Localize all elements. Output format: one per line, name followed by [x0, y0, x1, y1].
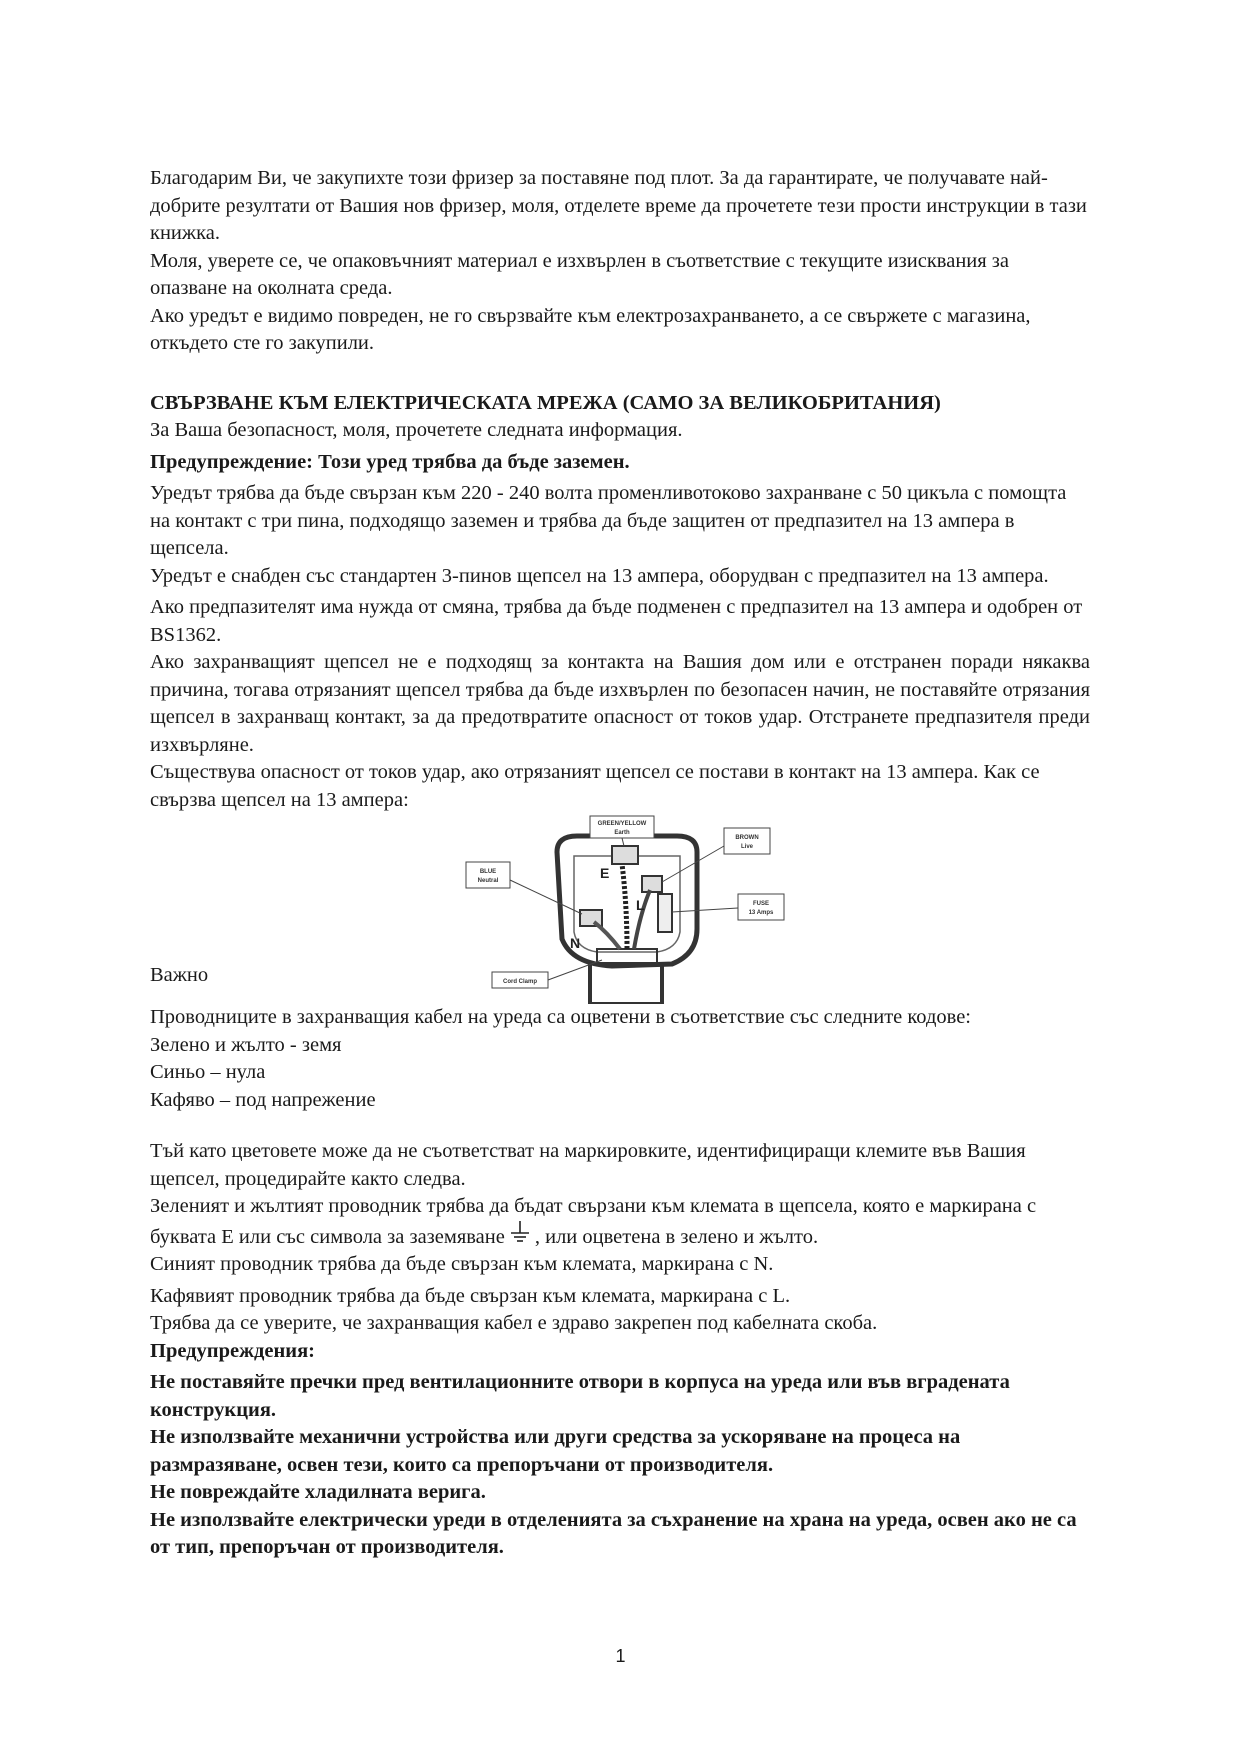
earth-label: GREEN/YELLOW: [597, 821, 647, 827]
cord: [590, 964, 662, 1004]
live-sub-label: Live: [740, 844, 754, 850]
letter-e: E: [600, 865, 610, 881]
fuse-sub-label: 13 Amps: [748, 910, 774, 916]
earth-symbol-icon: [509, 1221, 531, 1245]
warning-circuit: Не повреждайте хладилната верига.: [150, 1481, 486, 1503]
warning-ventilation: Не поставяйте пречки пред вентилационните отвори в корпуса на уреда или във вградената конструкция.: [150, 1371, 1010, 1421]
code-neutral: Синьо – нула: [150, 1061, 266, 1083]
live-pin: [642, 876, 662, 892]
fuse-leader: [672, 908, 738, 912]
intro-paragraph-2: Моля, уверете се, че опаковъчният материал е изхвърлен в съответствие с текущите изисквания за опазване на околната среда.: [150, 249, 1010, 299]
earth-sub-label: Earth: [614, 830, 630, 836]
connection-paragraph-1: Уредът трябва да бъде свързан към 220 - 240 волта променливотоково захранване с 50 цикъла с помощта на контакт с три пина, подходящо заземен и трябва да бъде защитен от предпазител на 13 ампера в щепсела.: [150, 482, 1067, 559]
live-leader: [662, 846, 724, 882]
neutral-label: BLUE: [479, 869, 497, 875]
letter-n: N: [570, 935, 581, 951]
neutral-leader: [510, 880, 582, 914]
green-yellow-text-end: , или оцветена в зелено и жълто.: [534, 1225, 819, 1248]
code-live: Кафяво – под напрежение: [150, 1088, 376, 1111]
document-page: [150, 165, 1090, 1562]
intro-paragraph-3: Ако уредът е видимо повреден, не го свързвайте към електрозахранването, а се свържете с магазина, откъдето сте го закупили.: [150, 304, 1031, 354]
earth-pin: [612, 846, 638, 864]
letter-l: L: [636, 897, 645, 913]
safety-note: За Ваша безопасност, моля, прочетете следната информация.: [150, 419, 683, 441]
codes-intro: Проводниците в захранващия кабел на уреда са оцветени в съответствие със следните кодове:: [150, 1006, 971, 1028]
cord-clamp-paragraph: Трябва да се уверите, че захранващия кабел е здраво закрепен под кабелната скоба.: [150, 1312, 878, 1334]
page-number: 1: [615, 1646, 626, 1666]
warning-defrost: Не използвайте механични устройства или други средства за ускоряване на процеса на размразяване, освен тези, които са препоръчани от производителя.: [150, 1426, 961, 1476]
code-earth: Зелено и жълто - земя: [150, 1033, 342, 1056]
live-label-box: [724, 828, 770, 854]
plug-wiring-diagram: [462, 814, 802, 1004]
connection-paragraph-3: Ако предпазителят има нужда от смяна, трябва да бъде подменен с предпазител на 13 ампера и одобрен от BS1362.: [150, 596, 1083, 646]
live-label: BROWN: [735, 835, 759, 841]
warning-appliances: Не използвайте електрически уреди в отделенията за съхранение на храна на уреда, освен ако не са от тип, препоръчан от производителя.: [150, 1508, 1077, 1558]
colours-paragraph: Тъй като цветовете може да не съответстват на маркировките, идентифициращи клемите във Вашия щепсел, процедирайте както следва.: [150, 1140, 1026, 1190]
brown-wire-paragraph: Кафявият проводник трябва да бъде свързан към клемата, маркирана с L.: [150, 1284, 791, 1307]
green-yellow-paragraph: [150, 1193, 1090, 1251]
connection-paragraph-2: Уредът е снабден със стандартен 3-пинов щепсел на 13 ампера, оборудван с предпазител на 13 ампера.: [150, 564, 1049, 587]
earth-wire: [622, 864, 627, 949]
neutral-sub-label: Neutral: [477, 878, 499, 884]
neutral-wire: [594, 922, 620, 949]
connection-paragraph-4: Ако захранващият щепсел не е подходящ за контакта на Вашия дом или е отстранен поради някаква причина, тогава отрязаният щепсел трябва да бъде изхвърлен по безопасен начин, не поставяйте отрязания щепсел в захранващ контакт, за да предотвратите опасност от токов удар. Отстранете предпазителя преди изхвърляне.: [150, 651, 1090, 756]
clamp-label: Cord Clamp: [502, 979, 538, 985]
intro-paragraph-1: Благодарим Ви, че закупихте този фризер за поставяне под плот. За да гарантирате, че получавате най-добрите резултати от Вашия нов фризер, моля, отделете време да прочетете тези прости инструкции в тази книжка.: [150, 167, 1087, 244]
important-title: Важно: [150, 964, 209, 986]
earth-warning: Предупреждение: Този уред трябва да бъде заземен.: [150, 450, 630, 473]
cord-clamp: [597, 949, 657, 963]
clamp-leader: [548, 960, 602, 980]
fuse-label: FUSE: [752, 901, 770, 907]
section-heading: СВЪРЗВАНЕ КЪМ ЕЛЕКТРИЧЕСКАТА МРЕЖА (САМО ЗА ВЕЛИКОБРИТАНИЯ): [150, 391, 941, 414]
warnings-title: Предупреждения:: [150, 1339, 315, 1362]
fuse: [658, 894, 672, 932]
green-yellow-text: Зеленият и жълтият проводник трябва да бъдат свързани към клемата в щепсела, която е маркирана с буквата E или със символа за заземяване: [150, 1195, 1037, 1248]
fuse-label-box: [738, 894, 784, 920]
neutral-label-box: [466, 862, 510, 888]
connection-paragraph-5: Съществува опасност от токов удар, ако отрязаният щепсел се постави в контакт на 13 ампера. Как се свързва щепсел на 13 ампера:: [150, 761, 1040, 811]
blue-wire-paragraph: Синият проводник трябва да бъде свързан към клемата, маркирана с N.: [150, 1253, 774, 1275]
earth-leader: [622, 838, 624, 846]
plug-diagram-area: [150, 814, 1090, 1004]
